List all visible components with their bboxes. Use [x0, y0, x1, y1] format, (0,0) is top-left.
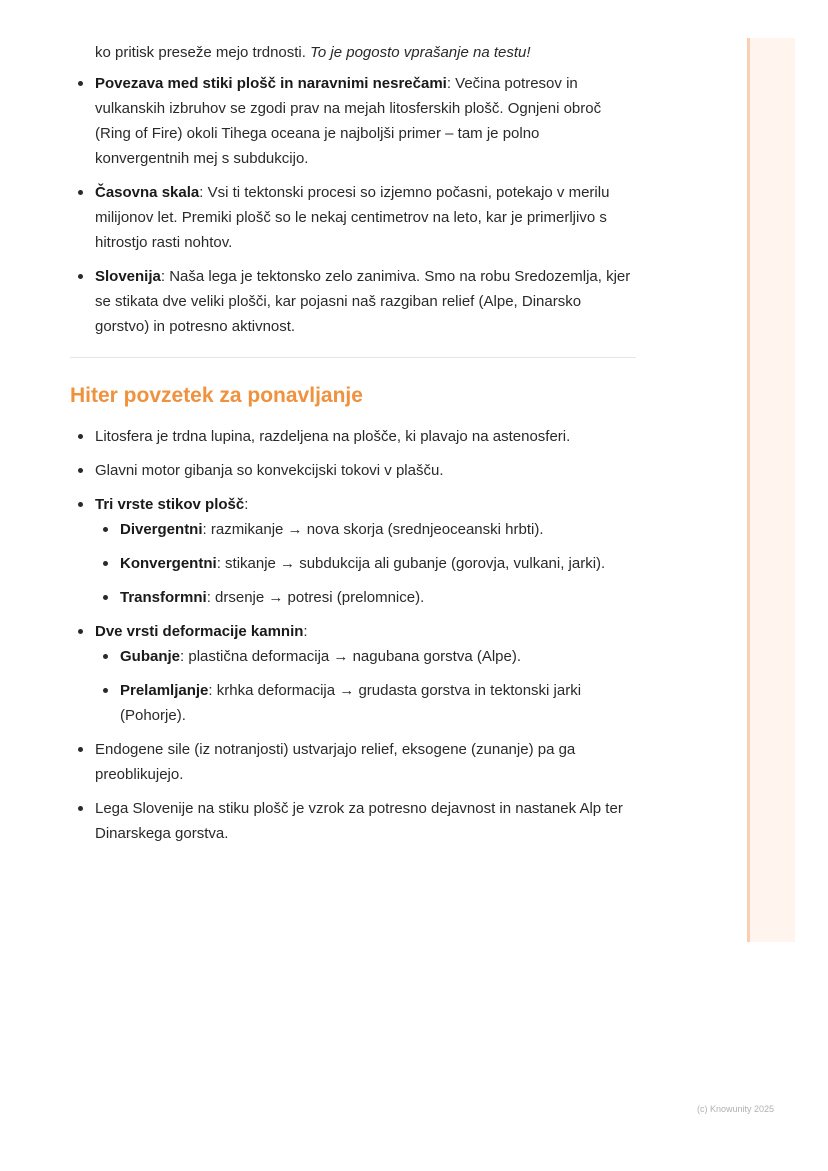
list-item-text: Endogene sile (iz notranjosti) ustvarjajo relief, eksogene (zunanje) pa ga preoblikujejo.: [95, 741, 576, 783]
summary-list: [70, 424, 636, 846]
sub-list-item: [95, 644, 636, 669]
list-item-term: Tri vrste stikov plošč: [95, 496, 245, 513]
sub-list-item: [95, 678, 636, 728]
sub-list: [95, 517, 636, 610]
sub-list-item: [95, 517, 636, 542]
side-accent-strip: [747, 38, 795, 942]
list-item-text: : Naša lega je tektonsko zelo zanimiva. Smo na robu Sredozemlja, kjer se stikata dve veliki plošči, kar pojasni naš razgiban relief (Alpe, Dinarsko gorstvo) in potresno aktivnost.: [95, 268, 631, 335]
list-item-text: Lega Slovenije na stiku plošč je vzrok za potresno dejavnost in nastanek Alp ter Dinarskega gorstva.: [95, 800, 623, 842]
sub-list-item: [95, 551, 636, 576]
list-item-suffix: :: [303, 623, 308, 640]
list-item-term: Časovna skala: [95, 184, 200, 201]
sub-list: [95, 644, 636, 728]
list-item-text: : Vsi ti tektonski procesi so izjemno počasni, potekajo v merilu milijonov let. Premiki plošč so le nekaj centimetrov na leto, kar je primerljivo s hitrostjo rasti nohtov.: [95, 184, 610, 251]
list-item-text: Glavni motor gibanja so konvekcijski tokovi v plašču.: [95, 462, 444, 479]
list-item-term: Slovenija: [95, 268, 161, 285]
list-item-term: Dve vrsti deformacije kamnin: [95, 623, 304, 640]
lead-text: ko pritisk preseže mejo trdnosti.: [95, 44, 311, 61]
list-item: [70, 796, 636, 846]
section-divider: [70, 357, 636, 358]
sub-item-term: Gubanje: [120, 648, 181, 665]
content-column: [70, 40, 636, 855]
list-item-suffix: :: [244, 496, 249, 513]
lead-paragraph: [95, 40, 636, 65]
sub-item-text: : krhka deformacija → grudasta gorstva in tektonski jarki (Pohorje).: [120, 682, 582, 724]
list-item: [70, 737, 636, 787]
lead-emphasis: To je pogosto vprašanje na testu!: [310, 44, 531, 61]
summary-heading: Hiter povzetek za ponavljanje: [70, 384, 363, 407]
sub-item-text: : drsenje → potresi (prelomnice).: [206, 589, 425, 606]
sub-item-text: : razmikanje → nova skorja (srednjeoceanski hrbti).: [202, 521, 544, 538]
list-item: [70, 492, 636, 610]
list-item: [70, 180, 636, 255]
list-item: [70, 424, 636, 449]
top-bullet-list: [70, 71, 636, 339]
list-item: [70, 264, 636, 339]
sub-item-term: Divergentni: [120, 521, 203, 538]
sub-item-term: Prelamljanje: [120, 682, 209, 699]
list-item: [70, 619, 636, 728]
list-item-text: : Večina potresov in vulkanskih izbruhov se zgodi prav na mejah litosferskih plošč. Ognjeni obroč (Ring of Fire) okoli Tihega oceana je najboljši primer – tam je polno konvergentnih mej s subdukcijo.: [95, 75, 602, 167]
sub-item-text: : plastična deformacija → nagubana gorstva (Alpe).: [180, 648, 522, 665]
list-item-text: Litosfera je trdna lupina, razdeljena na plošče, ki plavajo na astenosferi.: [95, 428, 571, 445]
list-item: [70, 71, 636, 171]
sub-item-text: : stikanje → subdukcija ali gubanje (gorovja, vulkani, jarki).: [216, 555, 606, 572]
list-item: [70, 458, 636, 483]
sub-item-term: Konvergentni: [120, 555, 217, 572]
sub-list-item: [95, 585, 636, 610]
list-item-term: Povezava med stiki plošč in naravnimi nesrečami: [95, 75, 447, 92]
copyright-footer: (c) Knowunity 2025: [696, 1104, 774, 1114]
sub-item-term: Transformni: [120, 589, 207, 606]
